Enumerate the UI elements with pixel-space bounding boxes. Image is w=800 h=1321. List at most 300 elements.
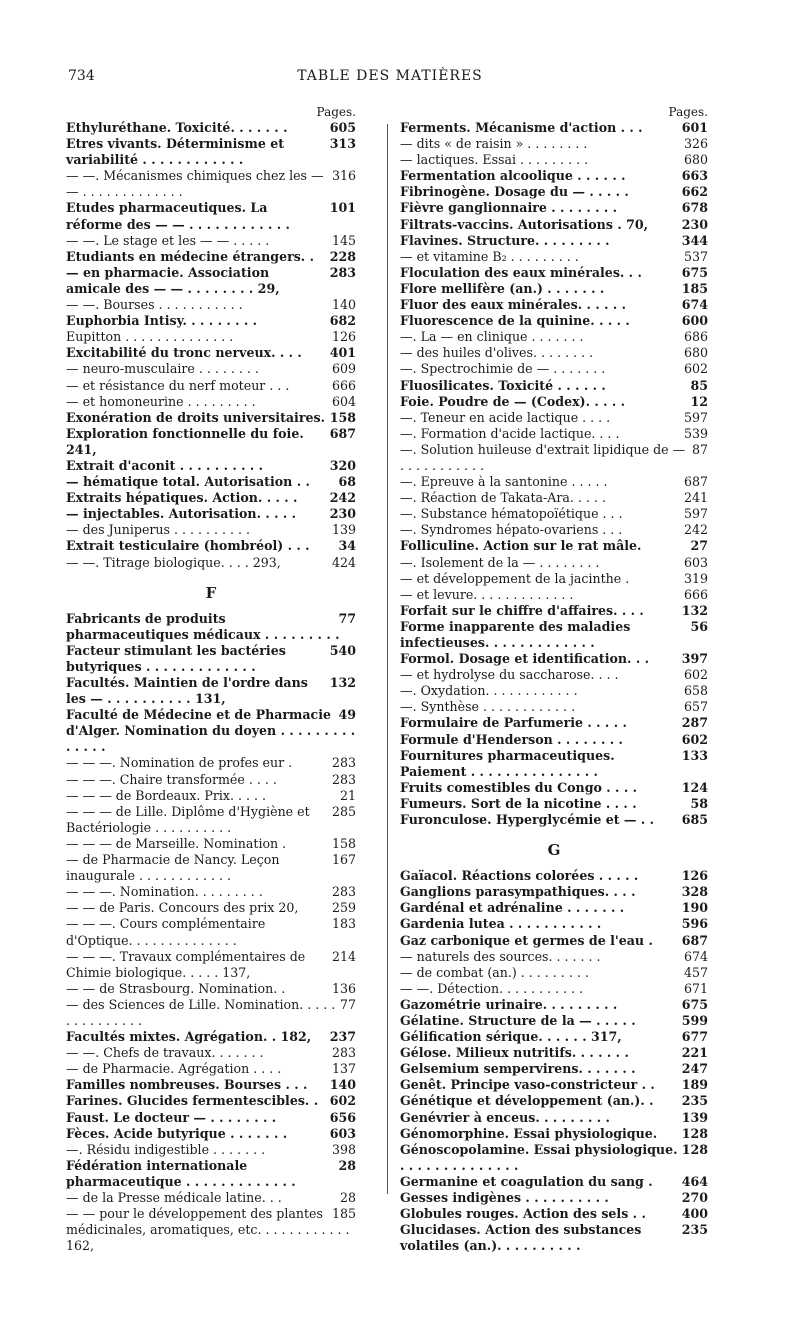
entry-label: — des Juniperus . . . . . . . . . . (66, 522, 251, 538)
entry-label: — en pharmacie. Association amicale des — — . . . . . . . . 29, (66, 264, 280, 296)
entry-page: 139 (678, 1110, 708, 1126)
index-entry (66, 675, 356, 707)
entry-label: —. Epreuve à la santonine . . . . . (400, 474, 608, 490)
entry-label: — — — de Lille. Diplôme d'Hygiène et Bactériologie . . . . . . . . . . (66, 803, 310, 835)
index-entry (66, 836, 356, 852)
entry-page: 56 (686, 619, 708, 635)
entry-label: — injectables. Autorisation. . . . . (66, 506, 297, 522)
entry-label: Ferments. Mécanisme d'action . . . (400, 120, 643, 135)
entry-label: Glucidases. Action des substances volatiles (an.). . . . . . . . . . (400, 1222, 642, 1254)
entry-page: 247 (678, 1061, 708, 1077)
index-entry (66, 233, 356, 249)
entry-page: 397 (678, 651, 708, 667)
index-entry (400, 361, 708, 377)
index-entry (400, 522, 708, 538)
entry-label: Génomorphine. Essai physiologique. (400, 1125, 658, 1141)
entry-label: — lactiques. Essai . . . . . . . . . (400, 152, 589, 168)
running-title: TABLE DES MATIÈRES (297, 68, 483, 84)
entry-page: 128 (678, 1142, 708, 1158)
entry-label: Fluorescence de la quinine. . . . . (400, 313, 630, 329)
entry-label: Gélatine. Structure de la — . . . . . (400, 1012, 636, 1028)
entry-label: — et levure. . . . . . . . . . . . . (400, 586, 574, 602)
entry-page: 85 (686, 378, 708, 394)
entry-label: Foie. Poudre de — (Codex). . . . . (400, 393, 626, 409)
index-entry (400, 900, 708, 916)
entry-label: Faculté de Médecine et de Pharmacie d'Alger. Nomination du doyen . . . . . . . . . . . . . . (66, 707, 356, 755)
index-entry (66, 168, 356, 200)
entry-label: Fibrinogène. Dosage du — . . . . . (400, 184, 629, 200)
entry-label: — et résistance du nerf moteur . . . (66, 377, 290, 393)
entry-label: —. Réaction de Takata-Ara. . . . . (400, 490, 606, 506)
entry-page: 283 (328, 1045, 356, 1061)
entry-page: 687 (680, 474, 708, 490)
index-entry (66, 788, 356, 804)
entry-page: 214 (328, 949, 356, 965)
entry-page: 77 (334, 611, 356, 627)
entry-label: Etudiants en médecine étrangers. . (66, 248, 314, 264)
index-entry (66, 981, 356, 997)
index-entry (400, 297, 708, 313)
entry-page: 398 (328, 1142, 356, 1158)
entry-page: 190 (678, 900, 708, 916)
entry-label: Génoscopolamine. Essai physiologique. . . . . . . . . . . . . . . (400, 1141, 678, 1173)
entry-label: — des Sciences de Lille. Nomination. . . . . . . . . . . . . . . (66, 996, 336, 1028)
entry-label: — et développement de la jacinthe . (400, 570, 630, 586)
entry-page: 12 (686, 394, 708, 410)
entry-label: Extrait testiculaire (hombréol) . . . (66, 538, 310, 554)
index-entry (66, 297, 356, 313)
entry-page: 58 (686, 796, 708, 812)
entry-label: — —. Le stage et les — — . . . . . (66, 232, 270, 248)
entry-page: 675 (678, 265, 708, 281)
entry-label: Fièvre ganglionnaire . . . . . . . . (400, 200, 618, 216)
entry-page: 283 (328, 755, 356, 771)
entry-page: 674 (678, 297, 708, 313)
entry-page: 663 (678, 168, 708, 184)
entry-page: 158 (326, 410, 356, 426)
entry-page: 316 (328, 168, 356, 184)
entry-label: Eupitton . . . . . . . . . . . . . . (66, 329, 234, 345)
entry-label: Facultés mixtes. Agrégation. . 182, (66, 1029, 312, 1045)
index-entry (66, 361, 356, 377)
entry-page: 678 (678, 200, 708, 216)
index-entry (66, 136, 356, 168)
entry-page: 132 (678, 603, 708, 619)
index-entry (400, 1077, 708, 1093)
index-entry (400, 949, 708, 965)
index-entry (400, 965, 708, 981)
entry-page: 540 (326, 643, 356, 659)
section-letter: G (547, 841, 561, 860)
entry-page: 599 (678, 1013, 708, 1029)
index-entry (66, 200, 356, 232)
index-entry (400, 1045, 708, 1061)
entry-label: Etres vivants. Déterminisme et variabilité . . . . . . . . . . . . (66, 136, 285, 168)
entry-page: 605 (326, 120, 356, 136)
entry-label: — — de Strasbourg. Nomination. . (66, 980, 286, 996)
index-entry (66, 1061, 356, 1077)
index-entry (400, 1222, 708, 1254)
index-column-right (400, 104, 708, 1254)
entry-label: Fluor des eaux minérales. . . . . . (400, 297, 627, 313)
entry-label: Fruits comestibles du Congo . . . . (400, 779, 637, 795)
entry-page: 140 (326, 1077, 356, 1093)
entry-page: 77 (336, 997, 356, 1013)
entry-page: 662 (678, 184, 708, 200)
index-entry (66, 1158, 356, 1190)
entry-page: 601 (678, 120, 708, 136)
index-entry (400, 265, 708, 281)
index-entry (400, 1174, 708, 1190)
entry-label: —. Formation d'acide lactique. . . . (400, 425, 620, 441)
entry-page: 604 (328, 394, 356, 410)
entry-label: Etudes pharmaceutiques. La réforme des — — . . . . . . . . . . . . (66, 200, 290, 232)
entry-page: 658 (680, 683, 708, 699)
index-entry (400, 1110, 708, 1126)
entry-label: Filtrats-vaccins. Autorisations . 70, (400, 216, 648, 232)
entry-page: 602 (678, 732, 708, 748)
index-entry (400, 474, 708, 490)
index-entry (66, 1126, 356, 1142)
index-entry (400, 1093, 708, 1109)
entry-page: 28 (334, 1158, 356, 1174)
index-entry (400, 683, 708, 699)
index-entry (400, 587, 708, 603)
index-entry (400, 555, 708, 571)
entry-label: —. Substance hématopoïétique . . . (400, 506, 623, 522)
entry-label: Formol. Dosage et identification. . . (400, 651, 649, 667)
entry-page: 283 (326, 265, 356, 281)
entry-page: 671 (680, 981, 708, 997)
index-entry (66, 1093, 356, 1109)
entry-page: 344 (678, 233, 708, 249)
index-entry (400, 603, 708, 619)
entry-page: 600 (678, 313, 708, 329)
index-entry (400, 1142, 708, 1174)
index-entry (66, 611, 356, 643)
entry-page: 283 (328, 884, 356, 900)
entry-label: — — —. Nomination. . . . . . . . . (66, 884, 263, 900)
index-entry (400, 1126, 708, 1142)
entry-label: Gaz carbonique et germes de l'eau . (400, 932, 653, 948)
index-entry (400, 651, 708, 667)
entry-page: 228 (326, 249, 356, 265)
entry-page: 126 (328, 329, 356, 345)
entry-page: 259 (328, 900, 356, 916)
entry-page: 185 (678, 281, 708, 297)
entry-label: Farines. Glucides fermentescibles. . (66, 1093, 319, 1109)
entry-page: 242 (326, 490, 356, 506)
entry-label: Gélose. Milieux nutritifs. . . . . . . (400, 1045, 629, 1061)
index-entry (66, 329, 356, 345)
entry-label: — —. Détection. . . . . . . . . . . (400, 980, 584, 996)
entry-label: Fédération internationale pharmaceutique . . . . . . . . . . . . . (66, 1157, 296, 1189)
entry-label: Familles nombreuses. Bourses . . . (66, 1077, 308, 1093)
index-entry (400, 1029, 708, 1045)
index-entry (400, 442, 708, 474)
index-entry (66, 522, 356, 538)
entry-page: 230 (326, 506, 356, 522)
entry-label: Folliculine. Action sur le rat mâle. (400, 538, 642, 554)
entry-label: — — de Paris. Concours des prix 20, (66, 900, 299, 916)
entry-label: — et hydrolyse du saccharose. . . . (400, 667, 619, 683)
index-entry (400, 490, 708, 506)
index-entry (400, 394, 708, 410)
entry-page: 285 (328, 804, 356, 820)
entry-label: Exploration fonctionnelle du foie. 241, (66, 425, 304, 457)
entry-page: 320 (326, 458, 356, 474)
index-entry (400, 410, 708, 426)
entry-page: 21 (336, 788, 356, 804)
entry-page: 602 (680, 361, 708, 377)
entry-page: 656 (326, 1110, 356, 1126)
index-entry (400, 233, 708, 249)
entry-label: Genêt. Principe vaso-constricteur . . (400, 1077, 655, 1093)
entry-page: 241 (680, 490, 708, 506)
index-entry (400, 732, 708, 748)
entry-label: Fabricants de produits pharmaceutiques médicaux . . . . . . . . . (66, 610, 340, 642)
entry-label: Faust. Le docteur — . . . . . . . . (66, 1109, 277, 1125)
entry-label: Gardenia lutea . . . . . . . . . . . (400, 916, 602, 932)
entry-label: Ganglions parasympathiques. . . . (400, 884, 636, 900)
entry-label: Gazométrie urinaire. . . . . . . . . (400, 996, 618, 1012)
entry-page: 126 (678, 868, 708, 884)
entry-label: — — pour le développement des plantes médicinales, aromatiques, etc. . . . . . . . . . . . 162, (66, 1206, 350, 1254)
entry-label: —. Oxydation. . . . . . . . . . . . (400, 683, 578, 699)
index-entry (400, 997, 708, 1013)
entry-page: 328 (678, 884, 708, 900)
entry-page: 539 (680, 426, 708, 442)
index-entry (66, 707, 356, 755)
entry-page: 401 (326, 345, 356, 361)
entry-page: 68 (334, 474, 356, 490)
entry-label: Gaïacol. Réactions colorées . . . . . (400, 868, 639, 884)
entry-page: 235 (678, 1222, 708, 1238)
column-divider (387, 124, 388, 1194)
index-entry (66, 378, 356, 394)
entry-label: Facultés. Maintien de l'ordre dans les — . . . . . . . . . . 131, (66, 675, 308, 707)
index-entry (66, 490, 356, 506)
entry-label: Gardénal et adrénaline . . . . . . . (400, 900, 625, 916)
entry-page: 128 (678, 1126, 708, 1142)
entry-page: 666 (680, 587, 708, 603)
entry-page: 124 (678, 780, 708, 796)
index-entry (400, 136, 708, 152)
entry-label: — de Pharmacie de Nancy. Leçon inaugurale . . . . . . . . . . . . (66, 852, 280, 884)
entry-page: 424 (328, 555, 356, 571)
entry-page: 682 (326, 313, 356, 329)
index-entry (66, 916, 356, 948)
entry-label: — —. Titrage biologique. . . . 293, (66, 554, 281, 570)
index-entry (400, 313, 708, 329)
index-entry (66, 345, 356, 361)
entry-label: — —. Mécanismes chimiques chez les — — . . . . . . . . . . . . . (66, 168, 324, 200)
index-entry (400, 120, 708, 136)
index-entry (66, 538, 356, 554)
entry-label: Forfait sur le chiffre d'affaires. . . . (400, 602, 644, 618)
index-entry (66, 643, 356, 675)
entry-label: — —. Bourses . . . . . . . . . . . (66, 297, 243, 313)
index-entry (400, 538, 708, 554)
entry-page: 603 (326, 1126, 356, 1142)
entry-page: 686 (680, 329, 708, 345)
index-entry (400, 812, 708, 828)
entry-label: Facteur stimulant les bactéries butyriques . . . . . . . . . . . . . (66, 642, 286, 674)
entry-label: Fermentation alcoolique . . . . . . (400, 168, 626, 184)
entry-page: 235 (678, 1093, 708, 1109)
entry-label: Fournitures pharmaceutiques. Paiement . . . . . . . . . . . . . . . (400, 747, 615, 779)
entry-page: 230 (678, 217, 708, 233)
entry-page: 137 (328, 1061, 356, 1077)
index-entry (66, 1077, 356, 1093)
entry-label: — — —. Chaire transformée . . . . (66, 771, 277, 787)
entry-label: Globules rouges. Action des sels . . (400, 1206, 646, 1222)
index-entry (400, 715, 708, 731)
index-entry (66, 1110, 356, 1126)
pages-column-label: Pages. (668, 105, 708, 119)
entry-page: 680 (680, 152, 708, 168)
index-entry (400, 748, 708, 780)
entry-page: 657 (680, 699, 708, 715)
index-entry (66, 313, 356, 329)
entry-label: —. Syndromes hépato-ovariens . . . (400, 522, 623, 538)
entry-label: — dits « de raisin » . . . . . . . . (400, 136, 588, 152)
entry-page: 464 (678, 1174, 708, 1190)
entry-page: 183 (328, 916, 356, 932)
entry-page: 167 (328, 852, 356, 868)
index-entry (400, 426, 708, 442)
section-letter: F (205, 583, 217, 602)
index-entry (400, 1013, 708, 1029)
index-entry (400, 699, 708, 715)
entry-page: 602 (326, 1093, 356, 1109)
index-entry (66, 1029, 356, 1045)
entry-label: Extraits hépatiques. Action. . . . . (66, 490, 298, 506)
entry-page: 597 (680, 506, 708, 522)
entry-label: —. Synthèse . . . . . . . . . . . . (400, 699, 576, 715)
entry-label: —. Teneur en acide lactique . . . . (400, 409, 611, 425)
index-entry (66, 884, 356, 900)
entry-page: 680 (680, 345, 708, 361)
entry-page: 185 (328, 1206, 356, 1222)
index-entry (400, 780, 708, 796)
entry-page: 687 (326, 426, 356, 442)
entry-page: 133 (678, 748, 708, 764)
index-entry (400, 200, 708, 216)
entry-label: — — — de Marseille. Nomination . (66, 835, 287, 851)
entry-page: 140 (328, 297, 356, 313)
entry-page: 237 (326, 1029, 356, 1045)
index-entry (400, 506, 708, 522)
index-entry (400, 1206, 708, 1222)
entry-page: 457 (680, 965, 708, 981)
index-entry (66, 997, 356, 1029)
entry-label: Furonculose. Hyperglycémie et — . . (400, 812, 655, 828)
pages-column-label: Pages. (316, 105, 356, 119)
entry-label: — de la Presse médicale latine. . . (66, 1190, 282, 1205)
entry-label: Gesses indigènes . . . . . . . . . . (400, 1190, 609, 1205)
entry-page: 687 (678, 933, 708, 949)
entry-label: Germanine et coagulation du sang . (400, 1173, 653, 1189)
index-entry (66, 265, 356, 297)
index-entry (400, 1190, 708, 1206)
index-entry (66, 1206, 356, 1254)
entry-label: Formulaire de Parfumerie . . . . . (400, 715, 627, 731)
entry-page: 400 (678, 1206, 708, 1222)
index-entry (400, 281, 708, 297)
index-entry (66, 506, 356, 522)
entry-page: 597 (680, 410, 708, 426)
entry-label: —. Résidu indigestible . . . . . . . (66, 1141, 266, 1157)
index-entry (400, 1061, 708, 1077)
entry-page: 313 (326, 136, 356, 152)
entry-page: 145 (328, 233, 356, 249)
index-entry (400, 916, 708, 932)
entry-page: 189 (678, 1077, 708, 1093)
entry-page: 158 (328, 836, 356, 852)
index-entry (66, 394, 356, 410)
index-entry (400, 168, 708, 184)
entry-label: — et vitamine B₂ . . . . . . . . . (400, 248, 579, 264)
entry-page: 666 (328, 378, 356, 394)
index-entry (400, 619, 708, 651)
entry-page: 685 (678, 812, 708, 828)
index-entry (400, 933, 708, 949)
index-entry (66, 772, 356, 788)
entry-page: 49 (334, 707, 356, 723)
entry-label: Gélification sérique. . . . . . 317, (400, 1029, 622, 1045)
index-entry (66, 1045, 356, 1061)
index-entry (66, 949, 356, 981)
entry-label: Extrait d'aconit . . . . . . . . . . (66, 457, 264, 473)
entry-label: Floculation des eaux minérales. . . (400, 264, 642, 280)
entry-label: — de combat (an.) . . . . . . . . . (400, 964, 589, 980)
entry-label: — — —. Cours complémentaire d'Optique. . . . . . . . . . . . . . (66, 916, 266, 948)
index-entry (66, 120, 356, 136)
index-entry (400, 868, 708, 884)
index-column-left (66, 104, 356, 1254)
page-header (68, 68, 712, 90)
entry-label: — de Pharmacie. Agrégation . . . . (66, 1061, 282, 1077)
entry-label: Fumeurs. Sort de la nicotine . . . . (400, 795, 637, 811)
entry-page: 27 (686, 538, 708, 554)
index-entry (400, 184, 708, 200)
entry-page: 287 (678, 715, 708, 731)
index-entry (66, 900, 356, 916)
entry-page: 326 (680, 136, 708, 152)
entry-page: 602 (680, 667, 708, 683)
index-entry (66, 555, 356, 571)
entry-label: — et homoneurine . . . . . . . . . (66, 393, 256, 409)
entry-label: Ethyluréthane. Toxicité. . . . . . . (66, 120, 288, 135)
entry-page: 132 (326, 675, 356, 691)
index-entry (66, 804, 356, 836)
index-entry (66, 474, 356, 490)
entry-page: 139 (328, 522, 356, 538)
index-entry (400, 378, 708, 394)
entry-page: 28 (336, 1190, 356, 1206)
index-entry (66, 1142, 356, 1158)
index-entry (400, 152, 708, 168)
entry-page: 34 (334, 538, 356, 554)
index-entry (400, 884, 708, 900)
entry-label: —. La — en clinique . . . . . . . (400, 329, 584, 345)
page-number: 734 (68, 68, 95, 84)
entry-page: 87 (688, 442, 708, 458)
index-entry (400, 217, 708, 233)
index-entry (400, 796, 708, 812)
entry-label: — hématique total. Autorisation . . (66, 474, 310, 490)
